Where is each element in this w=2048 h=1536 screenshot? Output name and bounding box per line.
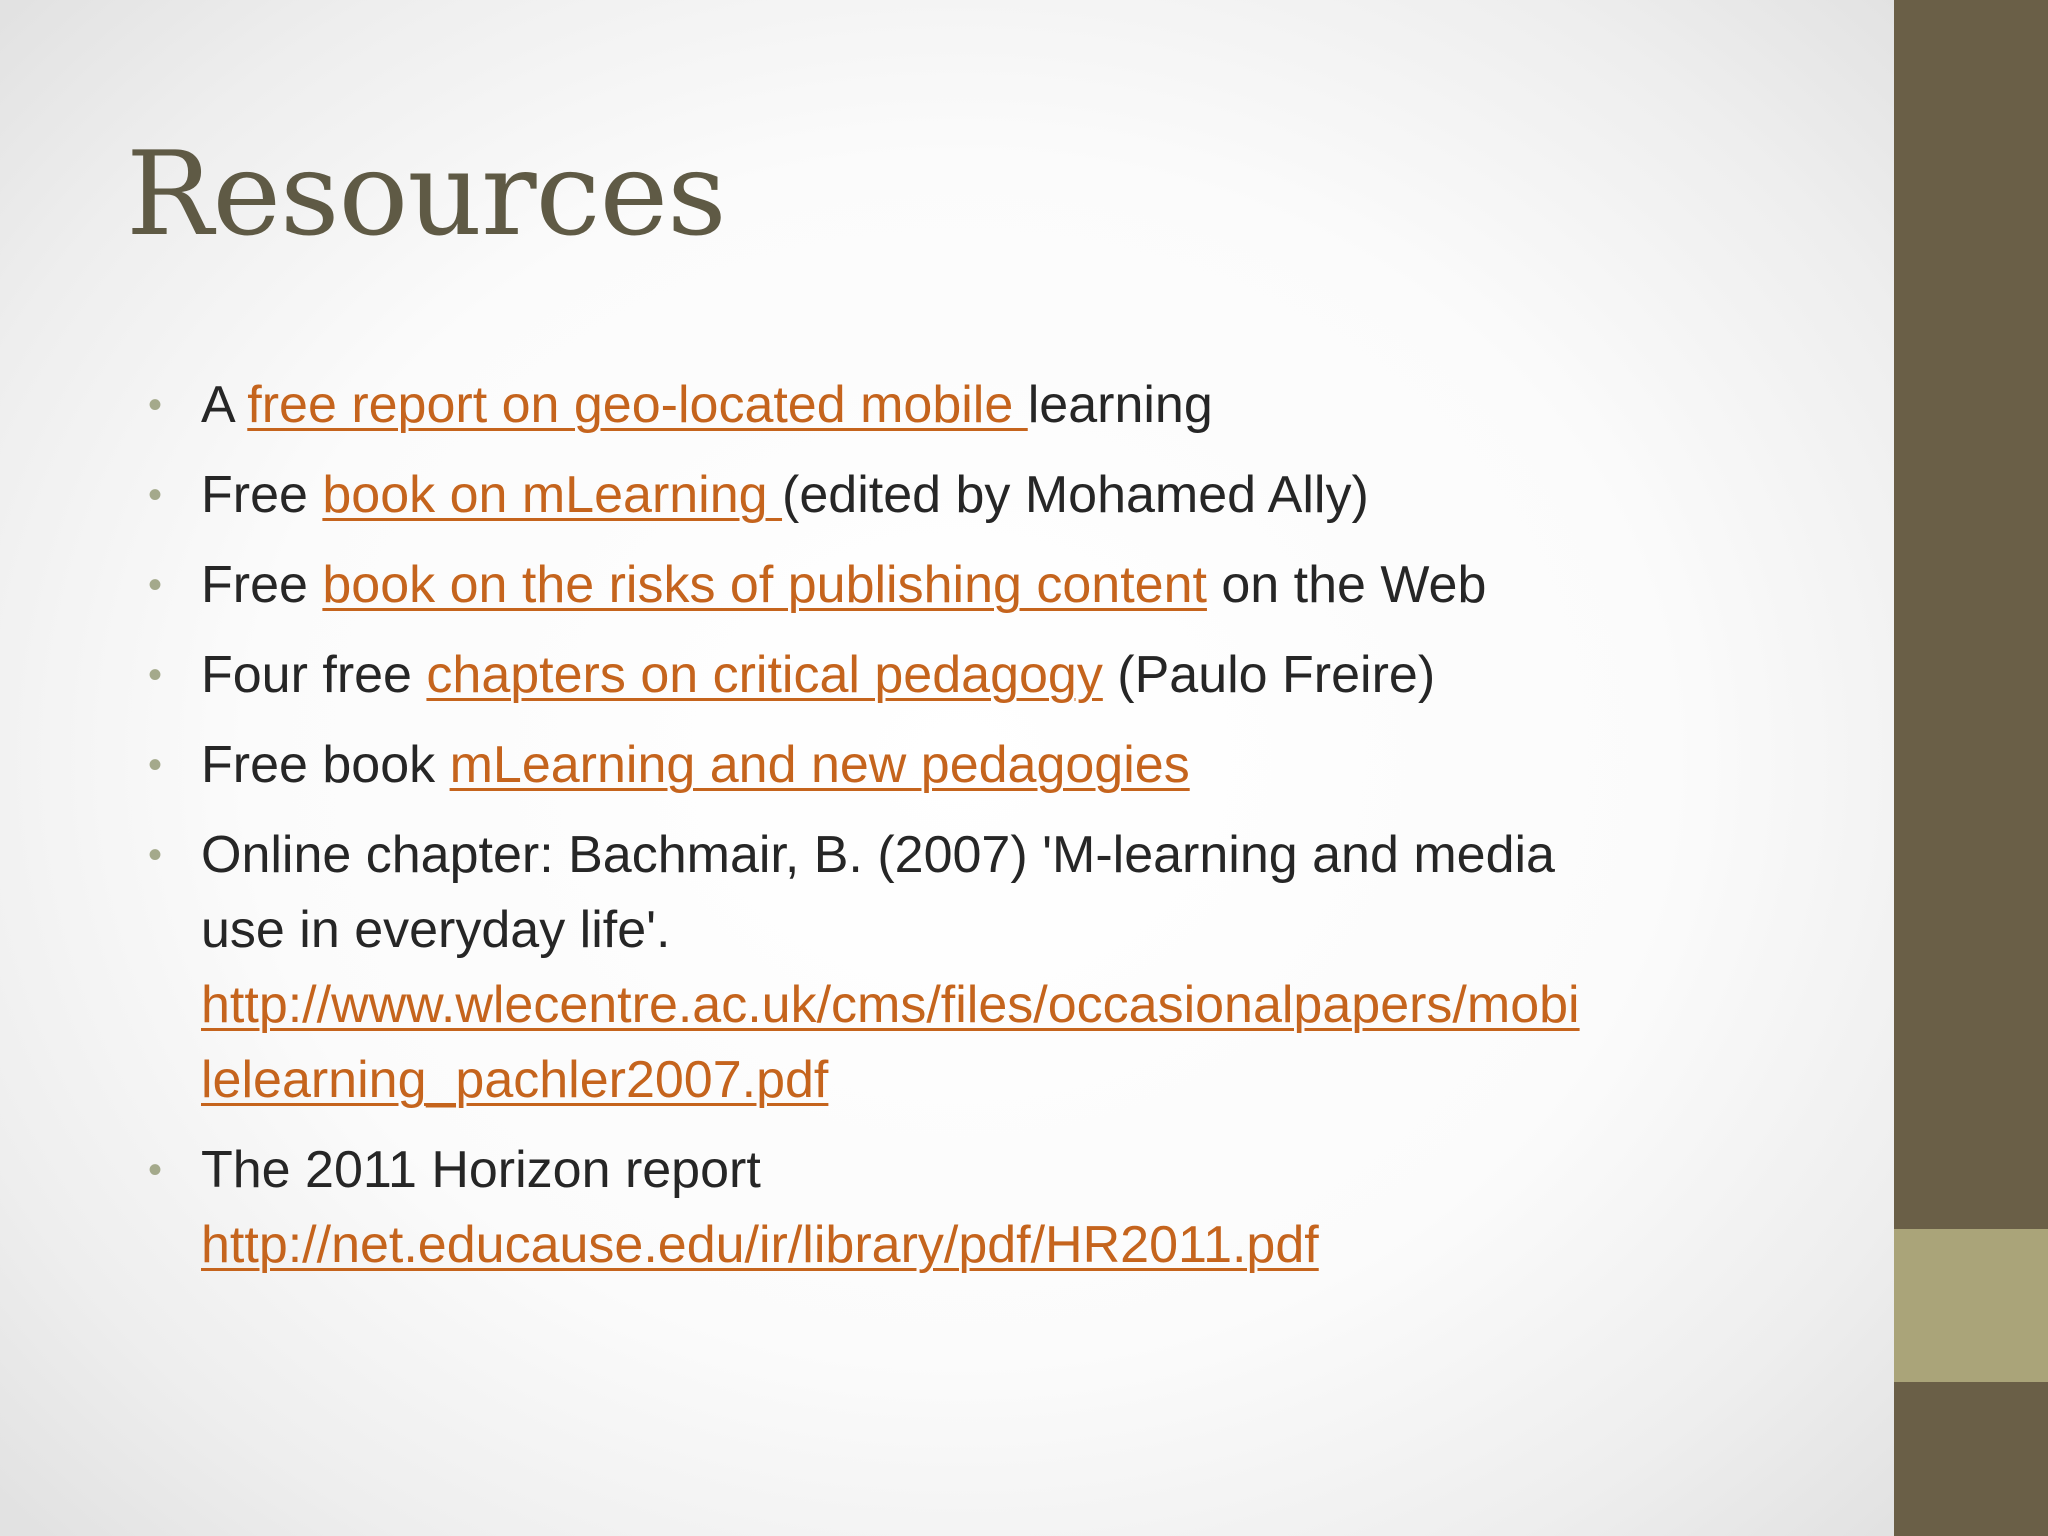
bullet-icon: • (148, 473, 163, 517)
bullet-icon: • (148, 743, 163, 787)
item-text: Free book (201, 736, 450, 794)
list-item (148, 1133, 1798, 1283)
list-item (148, 548, 1798, 623)
list-item (148, 458, 1798, 533)
geo-located-report-link[interactable]: free report on geo-located mobile (247, 376, 1028, 434)
bachmair-chapter-url-link[interactable]: lelearning_pachler2007.pdf (201, 1051, 829, 1109)
bullet-icon: • (148, 653, 163, 697)
bullet-icon: • (148, 1148, 163, 1192)
list-item (148, 638, 1798, 713)
item-text: Free (201, 556, 323, 614)
slide-title: Resources (126, 127, 726, 262)
item-text: (edited by Mohamed Ally) (782, 466, 1369, 524)
resource-list (148, 368, 1798, 1298)
item-text: use in everyday life'. (201, 901, 671, 959)
horizon-report-url-link[interactable]: http://net.educause.edu/ir/library/pdf/HR2011.pdf (201, 1216, 1319, 1274)
mlearning-book-link[interactable]: book on mLearning (322, 466, 783, 524)
item-text: (Paulo Freire) (1102, 646, 1436, 704)
bachmair-chapter-url-link[interactable]: http://www.wlecentre.ac.uk/cms/files/occasionalpapers/mobi (201, 976, 1580, 1034)
bullet-icon: • (148, 833, 163, 877)
item-text: Four free (201, 646, 427, 704)
item-text: learning (1027, 376, 1213, 434)
publishing-risks-book-link[interactable]: book on the risks of publishing content (322, 556, 1207, 614)
item-text: Free (201, 466, 323, 524)
bullet-icon: • (148, 383, 163, 427)
list-item (148, 368, 1798, 443)
list-item (148, 728, 1798, 803)
item-text: on the Web (1206, 556, 1487, 614)
bullet-icon: • (148, 563, 163, 607)
critical-pedagogy-link[interactable]: chapters on critical pedagogy (426, 646, 1103, 704)
item-text: Online chapter: Bachmair, B. (2007) 'M-learning and media (201, 826, 1555, 884)
new-pedagogies-book-link[interactable]: mLearning and new pedagogies (449, 736, 1190, 794)
list-item (148, 818, 1798, 1118)
item-text: The 2011 Horizon report (201, 1141, 761, 1199)
item-text: A (201, 376, 248, 434)
side-accent-band (1894, 1229, 2048, 1382)
